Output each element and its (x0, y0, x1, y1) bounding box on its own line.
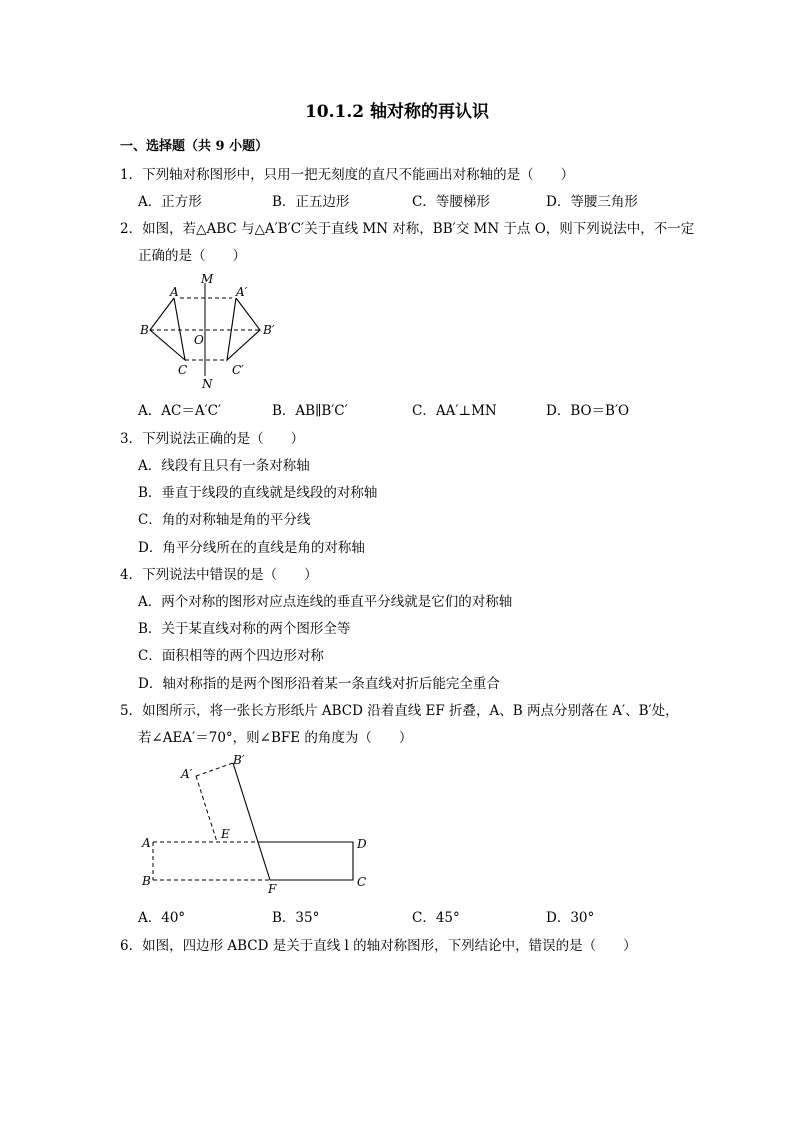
q1-option-d[interactable]: D．等腰三角形 (546, 194, 638, 210)
section-heading: 一、选择题（共 9 小题） (120, 139, 269, 154)
rectangle-edcf (261, 842, 353, 880)
q1-option-a[interactable]: A．正方形 (138, 194, 202, 210)
question-2-stem-cont: 正确的是（ ） (138, 248, 246, 264)
q2-option-c[interactable]: C．AA′⊥MN (412, 403, 497, 419)
label-a-prime: A′ (236, 285, 248, 299)
fold-line-ef (233, 763, 270, 880)
label-c: C (178, 363, 188, 377)
label-o: O (194, 333, 204, 347)
label-a-prime: A′ (181, 767, 193, 781)
segment-a-prime-e (196, 776, 217, 842)
q5-option-a[interactable]: A．40° (138, 910, 186, 926)
q3-option-d[interactable]: D．角平分线所在的直线是角的对称轴 (138, 540, 365, 556)
q1-option-b[interactable]: B．正五边形 (272, 194, 350, 210)
question-5-stem-cont: 若∠AEA′＝70°，则∠BFE 的角度为（ ） (138, 730, 413, 746)
label-b-prime: B′ (263, 323, 275, 337)
label-b: B (142, 874, 151, 888)
figure-symmetric-triangles (130, 268, 290, 393)
q5-option-b[interactable]: B．35° (272, 910, 320, 926)
question-3-stem: 3．下列说法正确的是（ ） (120, 431, 305, 447)
q3-option-a[interactable]: A．线段有且只有一条对称轴 (138, 458, 310, 474)
segment-a-prime-b-prime (196, 763, 233, 776)
question-5-stem: 5．如图所示，将一张长方形纸片 ABCD 沿着直线 EF 折叠，A、B 两点分别落在 A′、B′处， (120, 703, 679, 719)
question-2-stem: 2．如图，若△ABC 与△A′B′C′关于直线 MN 对称，BB′交 MN 于点 O，则下列说法中，不一定 (120, 221, 695, 237)
label-f: F (268, 882, 277, 896)
q2-option-b[interactable]: B．AB∥B′C′ (272, 403, 348, 419)
q5-option-d[interactable]: D．30° (546, 910, 595, 926)
question-1-stem: 1．下列轴对称图形中，只用一把无刻度的直尺不能画出对称轴的是（ ） (120, 167, 575, 183)
triangle-abc (150, 298, 185, 360)
q2-option-d[interactable]: D．BO＝B′O (546, 403, 630, 419)
q2-option-a[interactable]: A．AC＝A′C′ (138, 403, 222, 419)
label-n: N (202, 377, 213, 391)
label-a: A (142, 836, 151, 850)
q4-option-c[interactable]: C．面积相等的两个四边形对称 (138, 648, 324, 664)
question-4-stem: 4．下列说法中错误的是（ ） (120, 567, 318, 583)
q3-option-b[interactable]: B．垂直于线段的直线就是线段的对称轴 (138, 485, 378, 501)
triangle-abc-prime (227, 298, 260, 360)
label-e: E (221, 827, 230, 841)
label-b-prime: B′ (233, 753, 245, 767)
q4-option-b[interactable]: B．关于某直线对称的两个图形全等 (138, 621, 351, 637)
question-6-stem: 6．如图，四边形 ABCD 是关于直线 l 的轴对称图形，下列结论中，错误的是（ ） (120, 938, 637, 954)
q5-option-c[interactable]: C．45° (412, 910, 460, 926)
label-m: M (201, 272, 214, 286)
label-c: C (357, 875, 367, 889)
q4-option-d[interactable]: D．轴对称指的是两个图形沿着某一条直线对折后能完全重合 (138, 676, 500, 692)
q3-option-c[interactable]: C．角的对称轴是角的平分线 (138, 512, 311, 528)
figure-folded-rectangle (135, 750, 375, 898)
label-d: D (357, 837, 367, 851)
page-title: 10.1.2 轴对称的再认识 (304, 102, 490, 122)
q1-option-c[interactable]: C．等腰梯形 (412, 194, 490, 210)
label-c-prime: C′ (232, 363, 244, 377)
label-a: A (170, 285, 179, 299)
label-b: B (140, 323, 149, 337)
q4-option-a[interactable]: A．两个对称的图形对应点连线的垂直平分线就是它们的对称轴 (138, 594, 513, 610)
